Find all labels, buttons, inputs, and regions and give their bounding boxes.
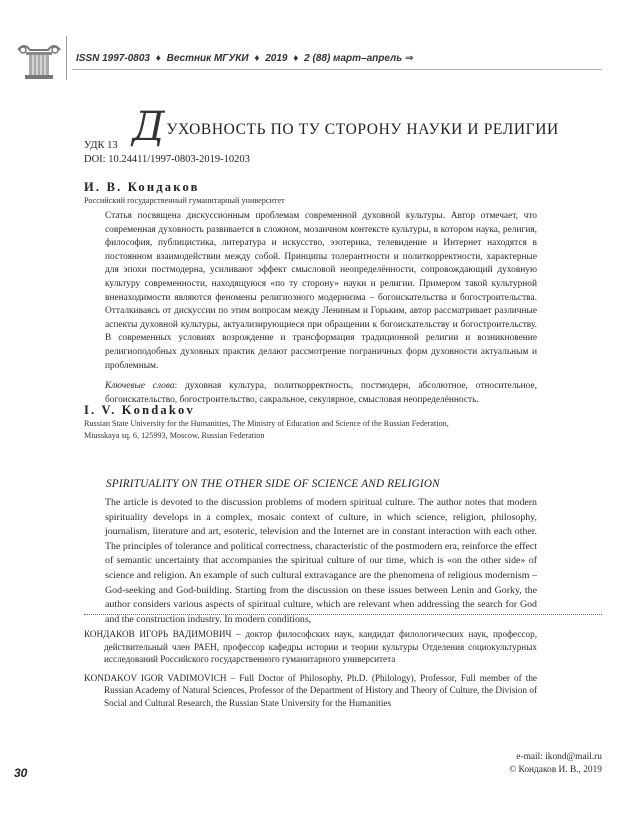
abstract-ru-block [105,210,537,407]
header-vertical-rule [66,36,67,80]
article-title-en: SPIRITUALITY ON THE OTHER SIDE OF SCIENCE AND RELIGION [106,478,440,490]
affiliation-en-line2: Miusskaya sq. 6, 125993, Moscow, Russian Federation [84,431,265,440]
doi: DOI: 10.24411/1997-0803-2019-10203 [84,154,250,165]
title-text: УХОВНОСТЬ ПО ТУ СТОРОНУ НАУКИ И РЕЛИГИИ [166,121,559,138]
abstract-en: The article is devoted to the discussion problems of modern spiritual culture. The author notes that modern spirituality develops in a complex, mosaic context of culture, in which science, religion, philosophy, journalism, literature and art, esoteric, television and the Internet are in constant interaction with each other. The principles of tolerance and political correctness, characteristic of the postmodern era, reinforce the effect of semantic uncertainty that accompanies the spiritual culture of our time, which is «on the other side» of science and religion. An example of such cultural extravagance are the phenomena of religious modernism – God-seeking and God-building. Starting from the discussion on these issues between Lenin and Gorky, the author considers various aspects of spiritual culture, which are relevant when addressing the search for God and the construction industry. In modern conditions, [105,497,537,625]
author-contacts [509,751,602,777]
affiliation-en-line1: Russian State University for the Humanities, The Ministry of Education and Science of the Russian Federation, [84,419,449,428]
affiliation-ru: Российский государственный гуманитарный университет [84,196,285,205]
author-bios [84,628,537,710]
journal-running-header [76,53,413,64]
header-rule [72,69,602,70]
keywords-text: : духовная культура, политкорректность, постмодерн, абсолютное, относительное, богоискательство, богостроительство, сакральное, секулярное, смысловая неопределённость. [105,381,537,405]
abstract-ru: Статья посвящена дискуссионным проблемам современной духовной культуры. Автор отмечает, что современная духовность развивается в сложном, мозаичном контексте культуры, в котором наука, религия, философия, публицистика, литература и искусство, эзотерика, телевидение и Интернет находятся в постоянном взаимодействии между собой. Принципы толерантности и политкорректности, характерные для эпохи постмодерна, усиливают эффект смысловой неопределённости, сопровождающий духовную культуру современности, находящуюся «по ту сторону» науки и религии. Примером такой культурной вненаходимости являются феномены религиозного модернизма – богоискательства и богостроительства. Отталкиваясь от дискуссии по этим вопросам между Лениным и Горьким, автор рассматривает различные аспекты духовной культуры, актуализирующиеся при обращении к богоискательству и богостроительству. В современных условиях возрождение и трансформация традиционной религии и возникновение религиоподобных духовных практик делают рассмотрение пограничных форм духовности актуальным и проблемным. [105,211,537,371]
journal-name: Вестник МГУКИ [166,53,249,64]
author-name-ru: И. В. Кондаков [84,180,200,194]
journal-year: 2019 [265,53,288,64]
journal-logo-column-icon [14,40,64,80]
dotted-separator [84,614,602,615]
bio-ru: КОНДАКОВ ИГОРЬ ВАДИМОВИЧ – доктор философских наук, кандидат филологических наук, профессор, действительный член РАЕН, профессор кафедры истории и теории культуры Отделения социокультурных исследований Российского государственного гуманитарного университета [84,629,537,665]
page-number: 30 [14,766,28,780]
email: e-mail: ikond@mail.ru [516,752,602,762]
arrow-right-icon: ⇒ [404,53,414,64]
bullet-separator: ♦ [155,53,161,64]
copyright: © Кондаков И. В., 2019 [509,764,602,775]
journal-issue: 2 (88) март–апрель [304,53,403,64]
author-name-en: I. V. Kondakov [84,403,195,417]
bullet-separator: ♦ [293,53,299,64]
bio-en: KONDAKOV IGOR VADIMOVICH – Full Doctor of Philosophy, Ph.D. (Philology), Professor, Full member of the Russian Academy of Natural Sciences, Professor of the Department of History and Theory of Culture, the Division of Social and Cultural Research, the Russian State University for the Humanities [84,672,537,708]
udk: УДК 13 [84,140,118,151]
abstract-en-block [105,496,537,627]
keywords-label: Ключевые слова [105,381,175,392]
issn: ISSN 1997-0803 [76,53,150,64]
title-drop-cap: Д [132,104,165,150]
bullet-separator: ♦ [254,53,260,64]
article-title [132,104,559,150]
